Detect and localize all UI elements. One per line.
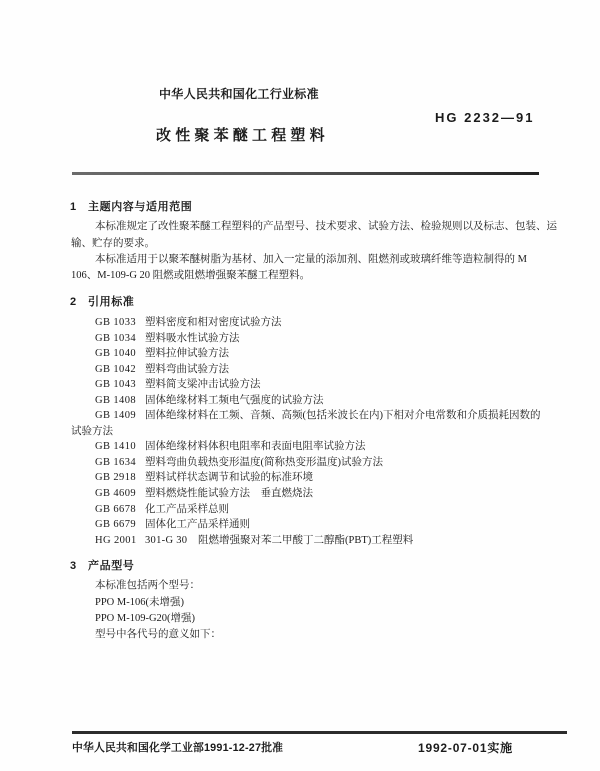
standard-code: GB 6679 [95,519,137,531]
model-code-meaning-line: 型号中各代号的意义如下： [95,629,221,640]
section-3-title: 产品型号 [88,560,135,572]
standard-number: HG 2232—91 [435,110,535,125]
standard-title: 塑料密度和相对密度试验方法 [145,317,282,328]
document-title: 改性聚苯醚工程塑料 [156,127,329,144]
standard-code: GB 1408 [95,394,137,406]
referenced-standard-row [71,362,551,378]
standard-designation: 301-G 30 [145,534,188,546]
referenced-standard-row [71,533,551,549]
scope-paragraph-2-line-2: 106、M-109-G 20 阻燃或阻燃增强聚苯醚工程塑料。 [71,270,311,281]
approval-statement: 中华人民共和国化学工业部1991-12-27批准 [72,742,284,754]
standard-code: HG 2001 [95,534,137,546]
section-2-number: 2 [70,296,77,308]
section-1-heading [70,198,192,214]
standard-title: 塑料燃烧性能试验方法 垂直燃烧法 [145,488,313,500]
standard-code: GB 1034 [95,332,137,344]
standard-title: 塑料试样状态调节和试验的标准环境 [145,472,313,484]
referenced-standard-row [71,502,551,518]
standard-title: 固体绝缘材料体积电阻率和表面电阻率试验方法 [145,441,366,453]
standard-title: 塑料弯曲试验方法 [145,363,229,375]
header-divider-rule [72,172,539,175]
referenced-standard-row [71,470,551,486]
product-model-ppo-m106: PPO M-106(未增强) [95,597,184,608]
standard-code: GB 1033 [95,317,137,328]
standard-code: GB 1409 [95,410,137,422]
referenced-standard-row [71,408,551,424]
scope-paragraph-1-line-2: 输、贮存的要求。 [71,238,155,249]
standard-title: 塑料简支梁冲击试验方法 [145,379,261,391]
standard-code: GB 1043 [95,379,137,391]
standard-title: 固体绝缘材料工频电气强度的试验方法 [145,394,324,406]
referenced-standard-row [71,346,551,362]
standard-title: 固体化工产品采样通则 [145,519,250,531]
scope-paragraph-2-line-1: 本标准适用于以聚苯醚树脂为基材、加入一定量的添加剂、阻燃剂或玻璃纤维等造粒制得的 M [95,254,527,265]
standard-title: 塑料弯曲负载热变形温度(简称热变形温度)试验方法 [145,456,383,468]
section-1-title: 主题内容与适用范围 [88,201,193,213]
referenced-standard-row [71,315,551,331]
standard-code: GB 1634 [95,456,137,468]
standard-title: 塑料拉伸试验方法 [145,348,229,360]
section-3-heading [70,557,134,573]
standard-title: 塑料吸水性试验方法 [145,332,240,344]
standard-code: GB 1040 [95,348,137,360]
referenced-standard-row [71,393,551,409]
referenced-standard-row [71,517,551,533]
standard-title: 固体绝缘材料在工频、音频、高频(包括米波长在内)下相对介电常数和介质损耗因数的 [145,410,541,422]
standard-code: GB 6678 [95,503,137,515]
standard-title-continuation: 试验方法 [71,425,113,437]
standard-code: GB 4609 [95,488,137,500]
referenced-standard-row [71,486,551,502]
footer-divider-rule [72,731,567,734]
section-2-title: 引用标准 [88,296,135,308]
implementation-date: 1992-07-01实施 [418,741,513,755]
section-3-number: 3 [70,560,77,572]
section-2-heading [70,293,134,309]
standard-code: GB 2918 [95,472,137,484]
standard-code: GB 1410 [95,441,137,453]
standard-title: 阻燃增强聚对苯二甲酸丁二醇酯(PBT)工程塑料 [198,534,414,546]
section-1-number: 1 [70,201,77,213]
referenced-standard-row [71,331,551,347]
scope-paragraph-1-line-1: 本标准规定了改性聚苯醚工程塑料的产品型号、技术要求、试验方法、检验规则以及标志、包装、运 [95,221,557,232]
referenced-standard-row [71,377,551,393]
referenced-standard-row [71,439,551,455]
standard-category-line: 中华人民共和国化工行业标准 [159,87,319,101]
product-model-ppo-m109: PPO M-109-G20(增强) [95,613,196,624]
referenced-standard-row [71,455,551,471]
standard-code: GB 1042 [95,363,137,375]
standard-title: 化工产品采样总则 [145,503,229,515]
product-models-intro-line: 本标准包括两个型号： [95,580,200,591]
referenced-standards-list [71,315,551,548]
